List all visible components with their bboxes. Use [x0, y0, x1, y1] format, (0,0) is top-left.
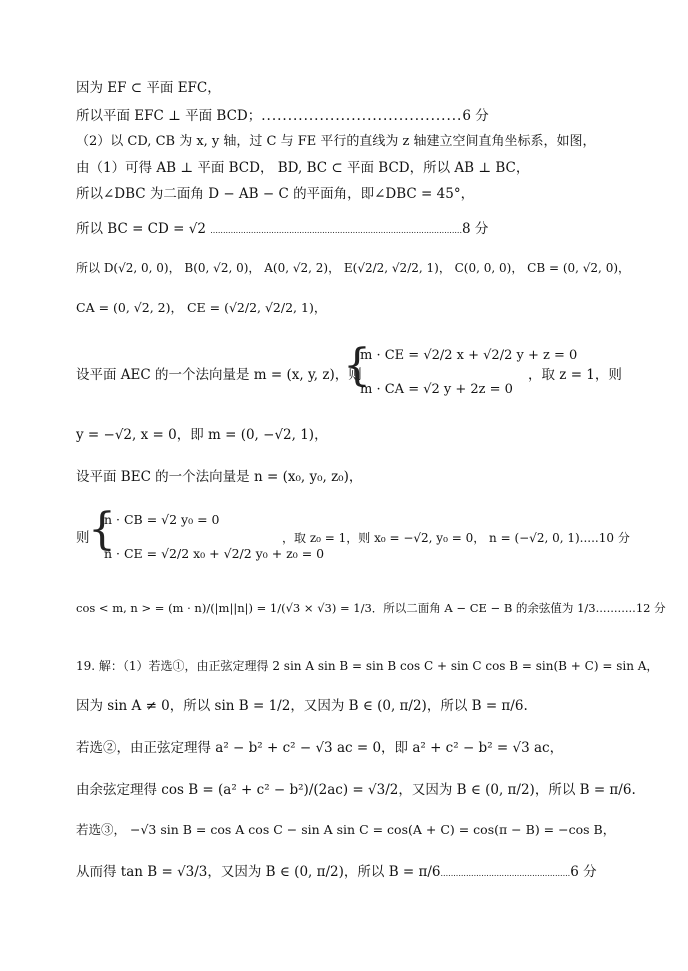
text-line-6 — [76, 219, 488, 241]
text-line-17 — [76, 780, 636, 800]
equation-bec-2-text: n · CE = √2/2 x₀ + √2/2 y₀ + z₀ = 0 — [104, 546, 325, 561]
line-18-text: 若选③， −√3 sin B = cos A cos C − sin A sin C = cos(A + C) = cos(π − B) = −cos B， — [76, 822, 616, 837]
text-line-8 — [76, 298, 326, 318]
line-1-text: 因为 EF ⊂ 平面 EFC， — [76, 80, 221, 96]
line-5-text: 所以∠DBC 为二面角 D − AB − C 的平面角，即∠DBC = 45°， — [76, 186, 475, 202]
line-17-text: 由余弦定理得 cos B = (a² + c² − b²)/(2ac) = √3/2，又因为 B ∈ (0, π/2)，所以 B = π/6. — [76, 782, 636, 798]
text-line-3 — [76, 132, 596, 152]
line-2-leader-dots: ...................................... — [261, 108, 463, 124]
line-14-text: 19. 解：（1）若选①，由正弦定理得 2 sin A sin B = sin B cos C + sin C cos B = sin(B + C) = sin A， — [76, 659, 659, 673]
line-6-leader-dots: ................................................................................................... — [210, 226, 462, 235]
line-8-text: CA = (0, √2, 2)， CE = (√2/2, √2/2, 1)， — [76, 300, 327, 315]
line-13-leader-dots: ........... — [595, 601, 636, 615]
text-line-4 — [76, 158, 529, 178]
text-line-9-post — [528, 365, 622, 385]
system-brace-aec: { — [343, 340, 371, 391]
text-line-14 — [76, 656, 658, 676]
line-4-text: 由（1）可得 AB ⊥ 平面 BCD， BD, BC ⊂ 平面 BCD，所以 AB ⊥ BC， — [76, 160, 530, 176]
system-brace-bec: { — [88, 504, 116, 555]
line-11-text: 设平面 BEC 的一个法向量是 n = (x₀, y₀, z₀)， — [76, 469, 363, 485]
line-16-text: 若选②，由正弦定理得 a² − b² + c² − √3 ac = 0，即 a² + c² − b² = √3 ac， — [76, 740, 564, 756]
line-13-text: cos < m, n > = (m · n)/(|m||n|) = 1/(√3 × √3) = 1/3．所以二面角 A − CE − B 的余弦值为 1/3 — [76, 601, 596, 615]
text-line-12-post — [282, 528, 630, 548]
equation-aec-2-text: m · CA = √2 y + 2z = 0 — [360, 382, 513, 397]
line-3-text: （2）以 CD, CB 为 x, y 轴，过 C 与 FE 平行的直线为 z 轴建立空间直角坐标系，如图， — [76, 134, 596, 149]
line-9-prefix: 设平面 AEC 的一个法向量是 m = (x, y, z)，则 — [76, 367, 362, 383]
text-line-15 — [76, 696, 528, 716]
line-13-score: 12 分 — [635, 601, 666, 615]
line-2-text: 所以平面 EFC ⊥ 平面 BCD； — [76, 108, 262, 124]
text-line-16 — [76, 738, 563, 758]
line-9-suffix: ，取 z = 1，则 — [528, 367, 622, 383]
equation-bec-1-text: n · CB = √2 y₀ = 0 — [104, 512, 220, 527]
line-19-text: 从而得 tan B = √3/3，又因为 B ∈ (0, π/2)，所以 B = π/6 — [76, 864, 441, 880]
line-2-score: 6 分 — [462, 108, 489, 124]
text-line-9 — [76, 365, 362, 385]
text-line-19 — [76, 862, 597, 884]
line-12-suffix: ，取 z₀ = 1，则 x₀ = −√2, y₀ = 0， n = (−√2, 0, 1) — [282, 531, 580, 545]
text-line-18 — [76, 820, 615, 840]
line-6-score: 8 分 — [462, 221, 489, 237]
text-line-11 — [76, 467, 362, 487]
line-7-text: 所以 D(√2, 0, 0)， B(0, √2, 0)， A(0, √2, 2)， E(√2/2, √2/2, 1)， C(0, 0, 0)， CB = (0, √2, 0)， — [76, 261, 631, 275]
line-10-text: y = −√2, x = 0，即 m = (0, −√2, 1)， — [76, 427, 328, 443]
line-6-text: 所以 BC = CD = √2 — [76, 221, 206, 237]
text-line-1 — [76, 78, 221, 98]
line-12-leader-dots: ..... — [579, 531, 599, 545]
line-15-text: 因为 sin A ≠ 0，所以 sin B = 1/2，又因为 B ∈ (0, π/2)，所以 B = π/6. — [76, 698, 528, 714]
equation-aec-2 — [360, 380, 513, 400]
equation-bec-1 — [104, 510, 219, 530]
line-19-score: 6 分 — [570, 864, 597, 880]
equation-aec-1-text: m · CE = √2/2 x + √2/2 y + z = 0 — [360, 348, 578, 363]
line-12-prefix: 则 — [76, 530, 90, 546]
text-line-7 — [76, 258, 630, 278]
text-line-5 — [76, 184, 474, 204]
text-line-2 — [76, 106, 489, 126]
equation-aec-1 — [360, 346, 577, 366]
text-line-13 — [76, 598, 666, 618]
line-12-score: 10 分 — [598, 531, 630, 545]
text-line-10 — [76, 425, 328, 445]
line-19-leader-dots: ................................................... — [440, 869, 571, 878]
